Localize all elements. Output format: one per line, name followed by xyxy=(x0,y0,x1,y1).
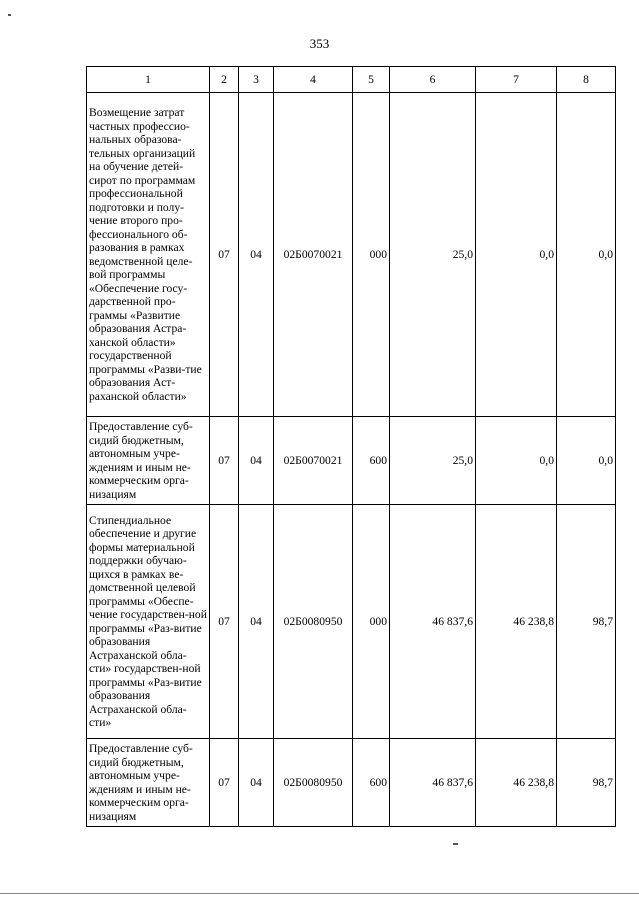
row-value-7: 0,0 xyxy=(476,93,557,417)
page-number: 353 xyxy=(309,36,330,51)
header-col-2: 2 xyxy=(210,67,239,93)
row-expense-type: 000 xyxy=(353,93,390,417)
header-row xyxy=(87,67,616,93)
row-value-6: 46 837,6 xyxy=(390,505,476,739)
scan-mark xyxy=(453,843,458,845)
header-col-3: 3 xyxy=(239,67,274,93)
row-value-8: 98,7 xyxy=(557,739,616,827)
row-value-7: 0,0 xyxy=(476,417,557,505)
row-value-6: 25,0 xyxy=(390,93,476,417)
row-target: 02Б0080950 xyxy=(274,739,353,827)
row-value-6: 46 837,6 xyxy=(390,739,476,827)
row-value-7: 46 238,8 xyxy=(476,505,557,739)
row-section: 07 xyxy=(210,505,239,739)
budget-table xyxy=(86,66,616,827)
row-section: 07 xyxy=(210,417,239,505)
row-value-6: 25,0 xyxy=(390,417,476,505)
scan-edge-line xyxy=(0,893,639,894)
row-value-8: 98,7 xyxy=(557,505,616,739)
table-row xyxy=(87,417,616,505)
row-name: Предоставление суб-сидий бюджетным, автономным учре-ждениям и иным не-коммерческим орга-низациям xyxy=(87,739,210,827)
row-name: Стипендиальное обеспечение и другие формы материальной поддержки обучаю-щихся в рамках ве-домственной целевой программы «Обеспе-чение государствен-ной программы «Раз-витие образования Астраханской обла-сти» государствен-ной программы «Раз-витие образования Астраханской обла-сти» xyxy=(87,505,210,739)
row-subsection: 04 xyxy=(239,739,274,827)
row-expense-type: 600 xyxy=(353,417,390,505)
row-expense-type: 000 xyxy=(353,505,390,739)
header-col-7: 7 xyxy=(476,67,557,93)
header-col-5: 5 xyxy=(353,67,390,93)
header-col-6: 6 xyxy=(390,67,476,93)
row-name: Возмещение затрат частных профессио-нальных образова-тельных организаций на обучение детей-сирот по программам профессиональной подготовки и полу-чение второго про-фессионального об-разования в рамках ведомственной целе-вой программы «Обеспечение госу-дарственной про-граммы «Развитие образования Астра-ханской области» государственной программы «Разви-тие образования Аст-раханской области» xyxy=(87,93,210,417)
header-col-8: 8 xyxy=(557,67,616,93)
table-row xyxy=(87,93,616,417)
table-row xyxy=(87,505,616,739)
row-subsection: 04 xyxy=(239,417,274,505)
row-section: 07 xyxy=(210,739,239,827)
row-expense-type: 600 xyxy=(353,739,390,827)
table-row xyxy=(87,739,616,827)
row-value-8: 0,0 xyxy=(557,417,616,505)
scan-mark xyxy=(8,14,11,16)
row-subsection: 04 xyxy=(239,505,274,739)
row-name: Предоставление суб-сидий бюджетным, автономным учре-ждениям и иным не-коммерческим орга-низациям xyxy=(87,417,210,505)
row-target: 02Б0070021 xyxy=(274,93,353,417)
row-target: 02Б0080950 xyxy=(274,505,353,739)
header-col-4: 4 xyxy=(274,67,353,93)
row-target: 02Б0070021 xyxy=(274,417,353,505)
header-col-1: 1 xyxy=(87,67,210,93)
row-value-7: 46 238,8 xyxy=(476,739,557,827)
row-value-8: 0,0 xyxy=(557,93,616,417)
row-section: 07 xyxy=(210,93,239,417)
row-subsection: 04 xyxy=(239,93,274,417)
